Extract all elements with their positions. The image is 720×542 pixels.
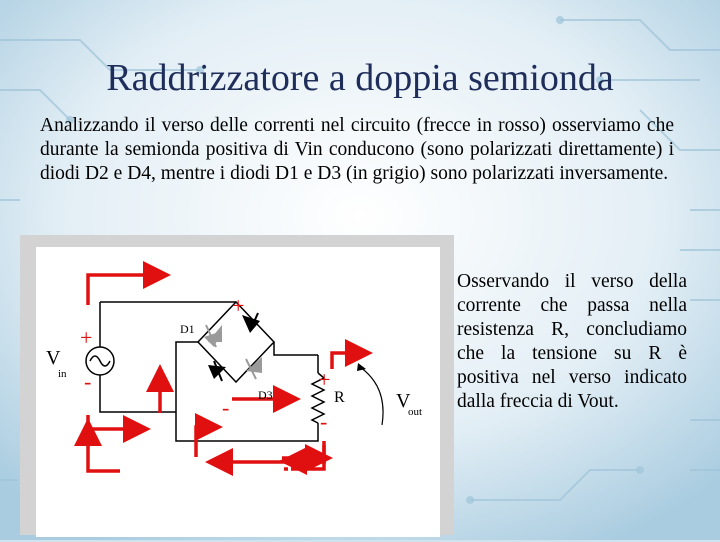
rectifier-diagram	[36, 247, 440, 537]
diode-d2-icon	[242, 313, 260, 333]
minus-sign-bridge: -	[222, 395, 230, 420]
plus-sign-vin: +	[80, 325, 93, 350]
diode-d4-icon	[208, 361, 226, 381]
circuit-svg	[36, 247, 440, 537]
r-label: R	[334, 389, 345, 406]
vout-arrow-icon	[360, 367, 383, 425]
vout-arrowhead-icon	[357, 363, 366, 371]
d1-label: D1	[180, 322, 195, 336]
slide-title: Raddrizzatore a doppia semionda	[106, 57, 614, 99]
circuit-wires	[100, 302, 318, 441]
d3-label: D3	[258, 388, 273, 402]
side-paragraph: Osservando il verso della corrente che passa nella resistenza R, concludiamo che la tensione su R è positiva nel verso indicato dalla freccia di Vout.	[457, 271, 687, 412]
plus-sign-top: +	[232, 293, 245, 318]
minus-sign-r: -	[320, 409, 328, 434]
plus-sign-r: +	[318, 367, 331, 392]
vin-label: V	[46, 347, 61, 369]
current-arrow-bottom-left	[88, 415, 144, 429]
intro-paragraph: Analizzando il verso delle correnti nel circuito (frecce in rosso) osserviamo che durante la semionda positiva di Vin conducono (sono polarizzati direttamente) i diodi D2 e D4, mentre i diodi D1 e D3 (in grigio) sono polarizzati inversamente.	[40, 115, 674, 184]
vout-label: V	[396, 390, 411, 412]
minus-sign-vin: -	[84, 369, 92, 394]
vin-subscript: in	[58, 368, 67, 380]
vout-subscript: out	[408, 406, 423, 418]
diode-d1-icon	[204, 325, 222, 347]
